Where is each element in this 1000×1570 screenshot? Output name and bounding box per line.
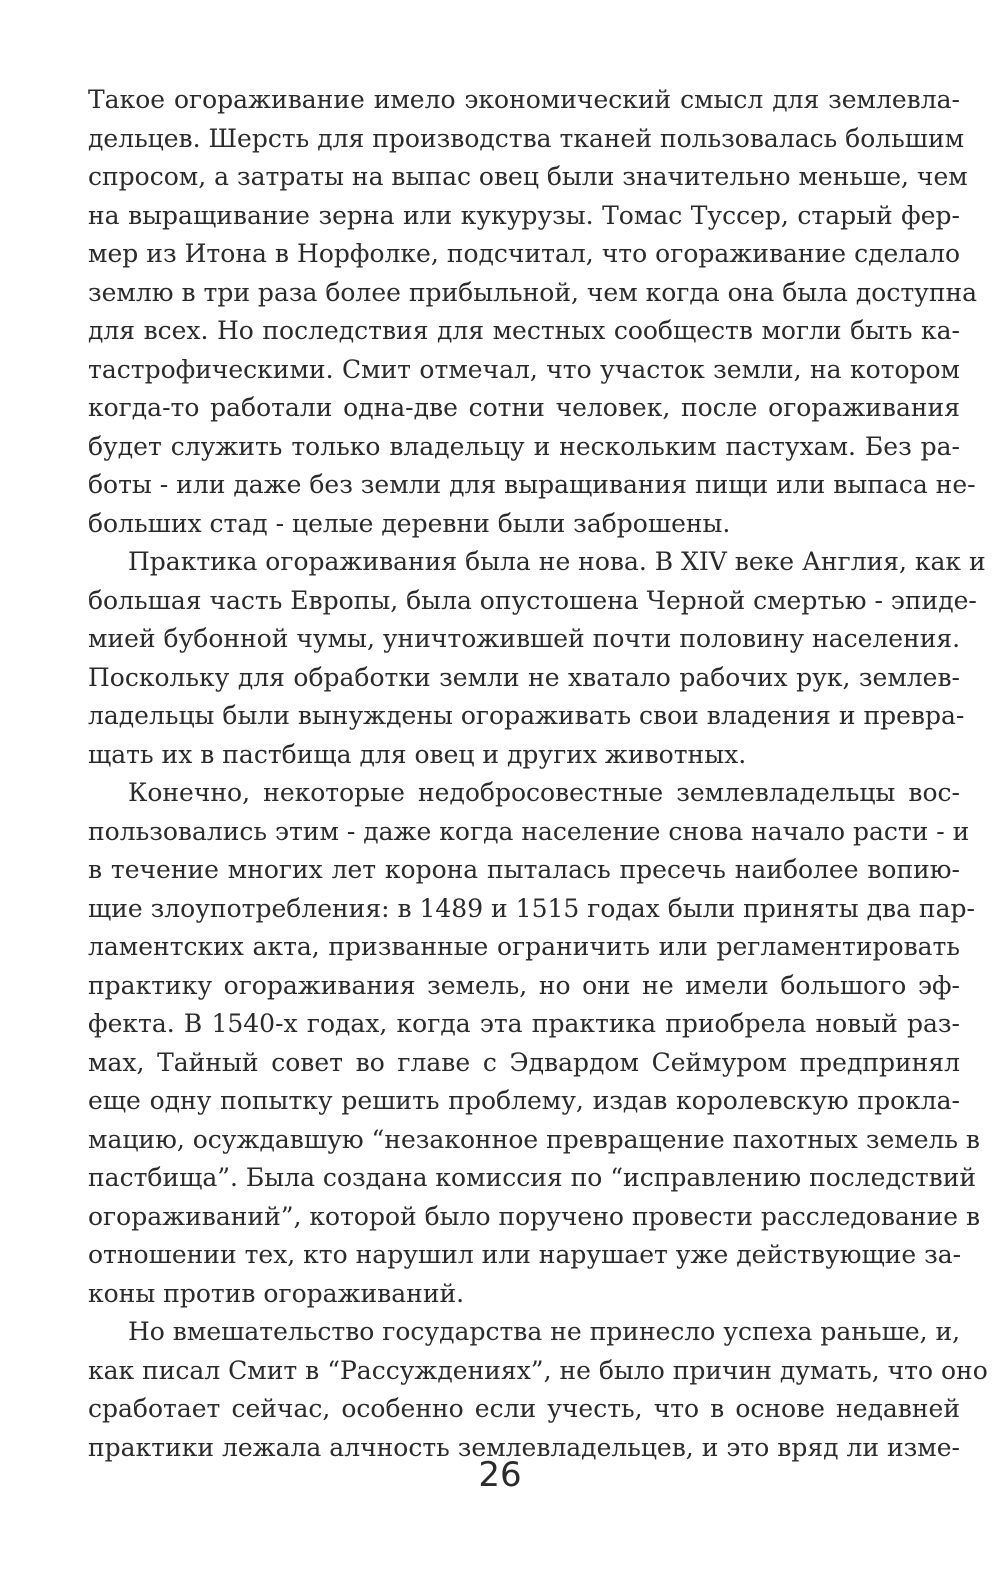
- text-line: щать их в пастбища для овец и других животных.: [88, 739, 747, 769]
- text-line: отношении тех, кто нарушил или нарушает уже действующие за-: [88, 1240, 962, 1269]
- text-line: дельцев. Шерсть для производства тканей пользовалась большим: [88, 123, 965, 153]
- text-line: пастбища”. Была создана комиссия по “исправлению последствий: [88, 1163, 977, 1192]
- text-line: больших стад - целые деревни были заброшены.: [88, 508, 731, 538]
- text-line: сработает сейчас, особенно если учесть, что в основе недавней: [88, 1394, 960, 1423]
- text-line: пользовались этим - даже когда население снова начало расти - и: [88, 816, 970, 846]
- text-line: мах, Тайный совет во главе с Эдвардом Сеймуром предпринял: [88, 1047, 960, 1077]
- text-line: ламентских акта, призванные ограничить или регламентировать: [88, 932, 960, 961]
- text-line: Такое огораживание имело экономический смысл для землевла-: [88, 85, 960, 114]
- text-line: Конечно, некоторые недобросовестные землевладельцы вос-: [128, 778, 960, 807]
- text-line: спросом, а затраты на выпас овец были значительно меньше, чем: [88, 162, 968, 191]
- text-line: на выращивание зерна или кукурузы. Томас Туссер, старый фер-: [88, 200, 960, 230]
- text-line: мацию, осуждавшую “незаконное превращение пахотных земель в: [88, 1124, 981, 1154]
- text-line: для всех. Но последствия для местных сообществ могли быть ка-: [88, 316, 960, 345]
- text-line: фекта. В 1540-х годах, когда эта практика приобрела новый раз-: [88, 1009, 960, 1038]
- text-line: в течение многих лет корона пыталась пресечь наиболее вопию-: [88, 855, 960, 884]
- text-line: ладельцы были вынуждены огораживать свои владения и превра-: [88, 701, 965, 730]
- text-line: тастрофическими. Смит отмечал, что участок земли, на котором: [88, 354, 960, 384]
- text-line: практику огораживания земель, но они не имели большого эф-: [88, 970, 960, 1000]
- text-line: Поскольку для обработки земли не хватало рабочих рук, землев-: [88, 662, 960, 692]
- text-line: будет служить только владельцу и нескольким пастухам. Без ра-: [88, 431, 960, 461]
- text-line: как писал Смит в “Рассуждениях”, не было причин думать, что оно: [88, 1355, 988, 1385]
- body-text: [88, 81, 988, 1467]
- text-line: когда-то работали одна-две сотни человек, после огораживания: [88, 393, 960, 422]
- text-line: щие злоупотребления: в 1489 и 1515 годах были приняты два пар-: [88, 893, 975, 923]
- text-line: мией бубонной чумы, уничтожившей почти половину населения.: [88, 624, 961, 653]
- text-line: мер из Итона в Норфолке, подсчитал, что огораживание сделало: [88, 239, 960, 268]
- text-line: огораживаний”, которой было поручено провести расследование в: [88, 1201, 981, 1231]
- text-line: еще одну попытку решить проблему, издав королевскую прокла-: [88, 1086, 960, 1115]
- page-number: 26: [478, 1455, 522, 1495]
- text-line: коны против огораживаний.: [88, 1278, 465, 1308]
- text-line: большая часть Европы, была опустошена Черной смертью - эпиде-: [88, 585, 977, 615]
- text-line: землю в три раза более прибыльной, чем когда она была доступна: [88, 277, 978, 307]
- text-line: Практика огораживания была не нова. В XIV веке Англия, как и: [128, 547, 986, 576]
- text-line: практики лежала алчность землевладельцев, и это вряд ли изме-: [88, 1432, 960, 1462]
- text-line: боты - или даже без земли для выращивания пищи или выпаса не-: [88, 470, 976, 499]
- text-line: Но вмешательство государства не принесло успеха раньше, и,: [128, 1317, 961, 1346]
